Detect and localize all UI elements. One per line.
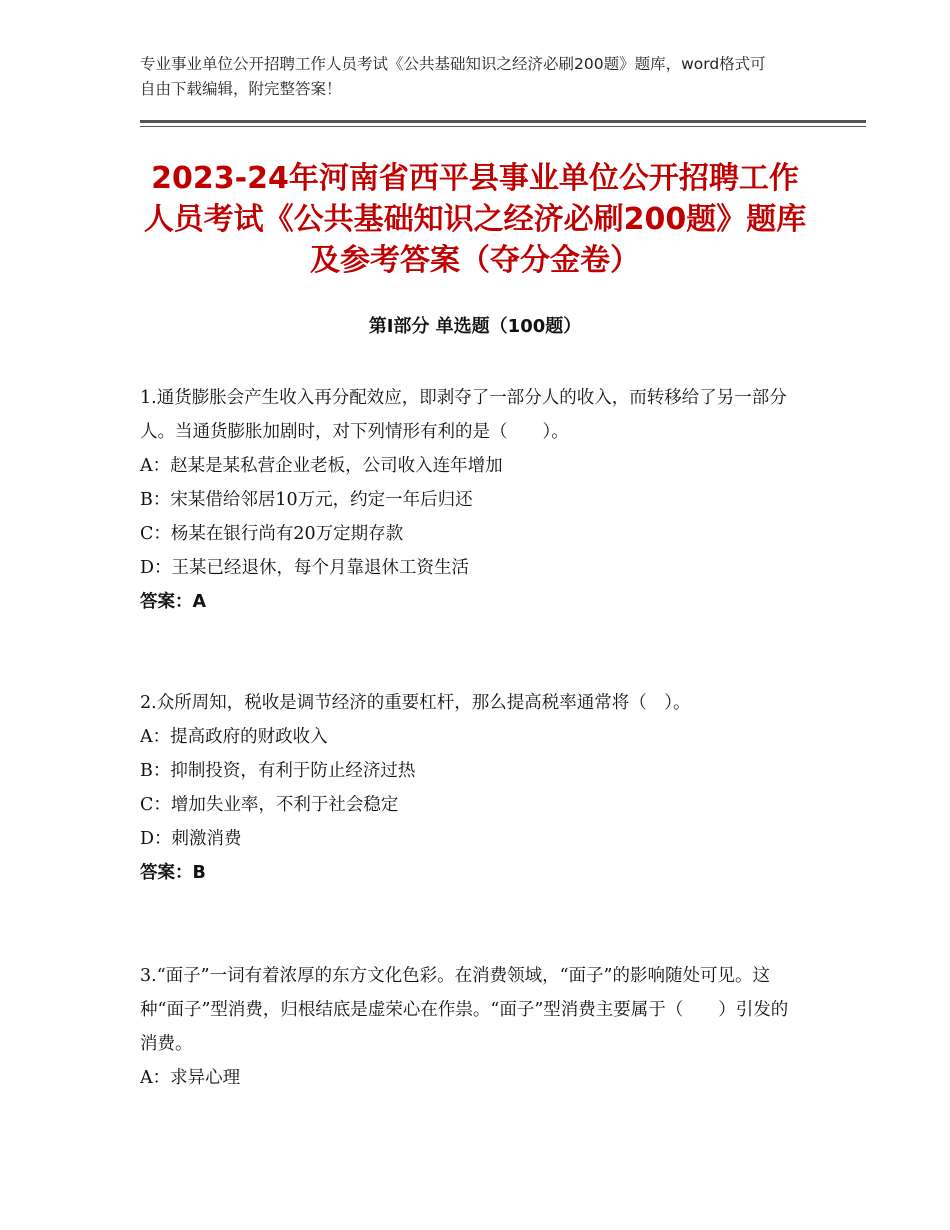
document-title: 2023-24年河南省西平县事业单位公开招聘工作人员考试《公共基础知识之经济必刷200题》题库及参考答案（夺分金卷） [143,161,807,278]
answer-label: 答案：B [140,863,206,883]
question-3 [140,959,800,1095]
option-a: A：赵某是某私营企业老板，公司收入连年增加 [140,456,503,476]
header-divider-thick [140,120,866,123]
option-d: D：刺激消费 [140,829,242,849]
option-d: D：王某已经退休，每个月靠退休工资生活 [140,558,470,578]
section-heading: 第Ⅰ部分 单选题（100题） [368,316,582,337]
option-b: B：抑制投资，有利于防止经济过热 [140,761,416,781]
option-a: A：求异心理 [140,1068,241,1088]
header-divider-thin [140,126,866,127]
answer-label: 答案：A [140,592,207,612]
question-stem: 2.众所周知，税收是调节经济的重要杠杆，那么提高税率通常将（ ）。 [140,693,691,713]
question-1 [140,381,800,619]
question-stem: 3.“面子”一词有着浓厚的东方文化色彩。在消费领域，“面子”的影响随处可见。这种“面子”型消费，归根结底是虚荣心在作祟。“面子”型消费主要属于（ ）引发的消费。 [140,966,789,1054]
question-stem: 1.通货膨胀会产生收入再分配效应，即剥夺了一部分人的收入，而转移给了另一部分人。当通货膨胀加剧时，对下列情形有利的是（ ）。 [140,388,787,442]
option-a: A：提高政府的财政收入 [140,727,328,747]
header-note: 专业事业单位公开招聘工作人员考试《公共基础知识之经济必刷200题》题库，word格式可自由下载编辑，附完整答案！ [140,55,766,98]
question-2 [140,686,800,890]
option-b: B：宋某借给邻居10万元，约定一年后归还 [140,490,473,510]
option-c: C：增加失业率，不利于社会稳定 [140,795,399,815]
option-c: C：杨某在银行尚有20万定期存款 [140,524,404,544]
